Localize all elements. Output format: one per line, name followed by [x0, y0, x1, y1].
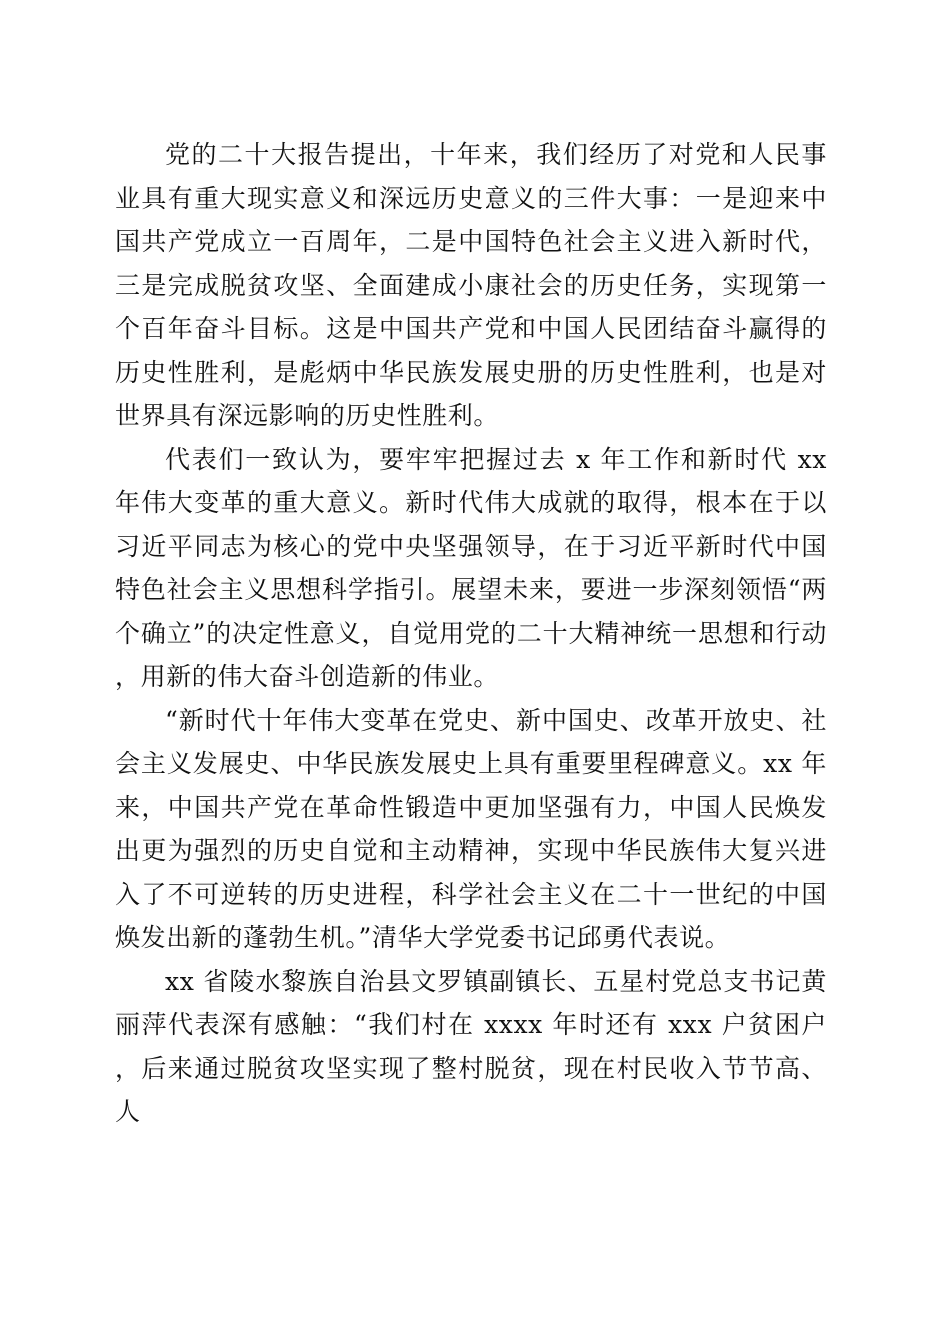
- paragraph-4: xx 省陵水黎族自治县文罗镇副镇长、五星村党总支书记黄丽萍代表深有感触：“我们村在 xxxx 年时还有 xxx 户贫困户，后来通过脱贫攻坚实现了整村脱贫，现在村民收入节节高、人: [115, 966, 827, 1126]
- paragraph-1: 党的二十大报告提出，十年来，我们经历了对党和人民事业具有重大现实意义和深远历史意义的三件大事：一是迎来中国共产党成立一百周年，二是中国特色社会主义进入新时代，三是完成脱贫攻坚、全面建成小康社会的历史任务，实现第一个百年奋斗目标。这是中国共产党和中国人民团结奋斗赢得的历史性胜利，是彪炳中华民族发展史册的历史性胜利，也是对世界具有深远影响的历史性胜利。: [115, 140, 827, 430]
- paragraph-2: 代表们一致认为，要牢牢把握过去 x 年工作和新时代 xx 年伟大变革的重大意义。新时代伟大成就的取得，根本在于以习近平同志为核心的党中央坚强领导，在于习近平新时代中国特色社会主义思想科学指引。展望未来，要进一步深刻领悟“两个确立”的决定性意义，自觉用党的二十大精神统一思想和行动，用新的伟大奋斗创造新的伟业。: [115, 444, 827, 691]
- paragraph-3: “新时代十年伟大变革在党史、新中国史、改革开放史、社会主义发展史、中华民族发展史上具有重要里程碑意义。xx 年来，中国共产党在革命性锻造中更加坚强有力，中国人民焕发出更为强烈的历史自觉和主动精神，实现中华民族伟大复兴进入了不可逆转的历史进程，科学社会主义在二十一世纪的中国焕发出新的蓬勃生机。”清华大学党委书记邱勇代表说。: [115, 705, 827, 952]
- document-body: [115, 133, 827, 1134]
